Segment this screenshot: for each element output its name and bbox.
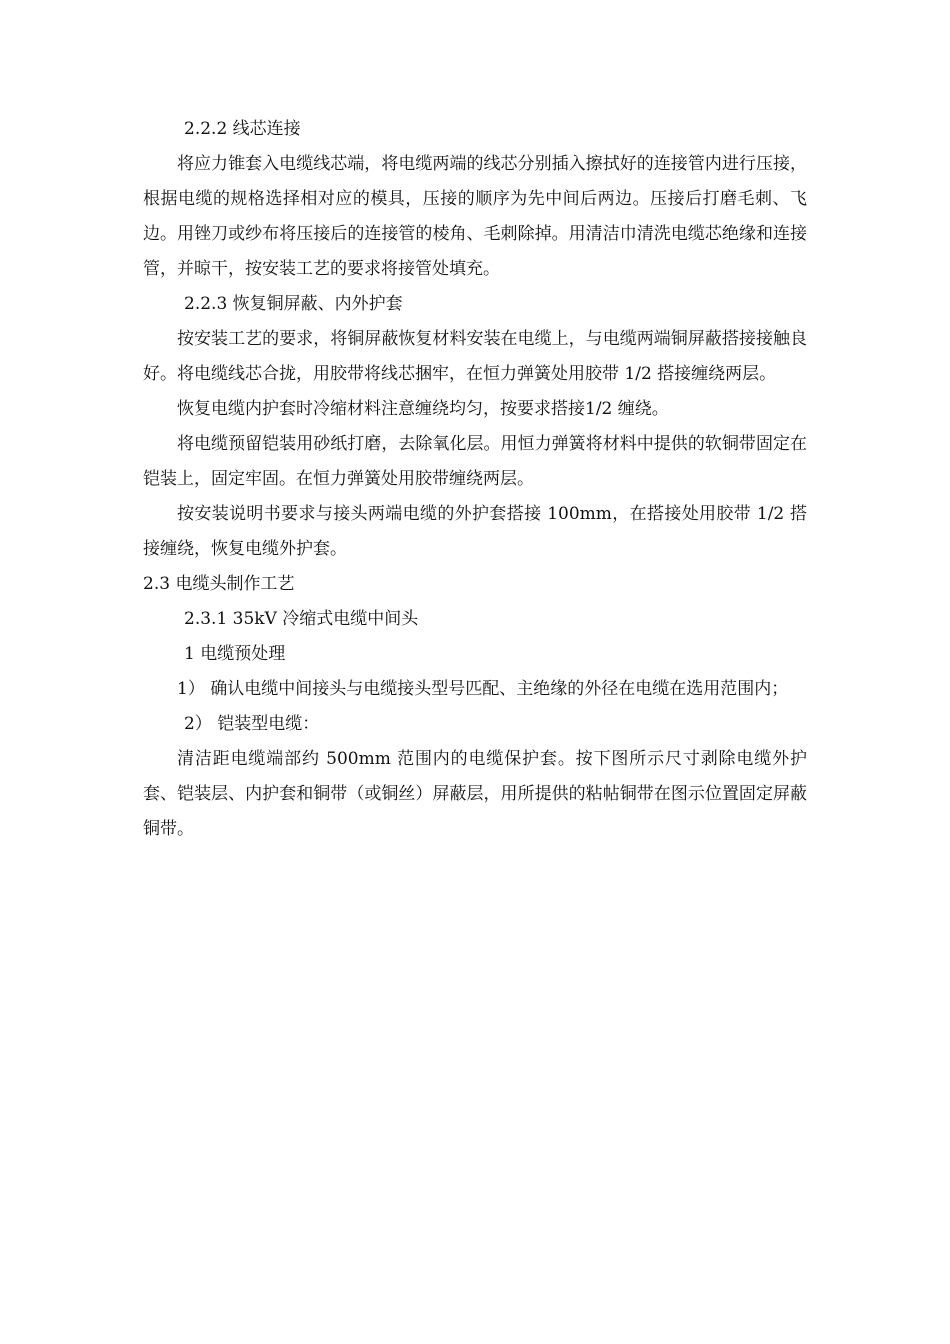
list-item-2: 2） 铠装型电缆： xyxy=(184,714,320,734)
paragraph-copper-shield: 按安装工艺的要求，将铜屏蔽恢复材料安装在电缆上，与电缆两端铜屏蔽搭接接触良好。将电缆线芯合拢，用胶带将线芯捆牢，在恒力弹簧处用胶带 1/2 搭接缠绕两层。 xyxy=(143,329,807,384)
section-heading-2-3: 2.3 电缆头制作工艺 xyxy=(143,574,295,594)
paragraph-armor: 将电缆预留铠装用砂纸打磨，去除氧化层。用恒力弹簧将材料中提供的软铜带固定在铠装上，固定牢固。在恒力弹簧处用胶带缠绕两层。 xyxy=(143,434,807,489)
section-heading-2-2-3: 2.2.3 恢复铜屏蔽、内外护套 xyxy=(184,294,403,314)
subheading-cable-pretreatment: 1 电缆预处理 xyxy=(184,644,286,664)
paragraph-conductor-connection: 将应力锥套入电缆线芯端，将电缆两端的线芯分别插入擦拭好的连接管内进行压接，根据电缆的规格选择相对应的模具，压接的顺序为先中间后两边。压接后打磨毛刺、飞边。用锉刀或纱布将压接后的连接管的棱角、毛刺除掉。用清洁巾清洗电缆芯绝缘和连接管，并晾干，按安装工艺的要求将接管处填充。 xyxy=(143,154,807,279)
paragraph-outer-sheath: 按安装说明书要求与接头两端电缆的外护套搭接 100mm，在搭接处用胶带 1/2 搭接缠绕，恢复电缆外护套。 xyxy=(143,504,807,559)
paragraph-cleaning: 清洁距电缆端部约 500mm 范围内的电缆保护套。按下图所示尺寸剥除电缆外护套、铠装层、内护套和铜带（或铜丝）屏蔽层，用所提供的粘帖铜带在图示位置固定屏蔽铜带。 xyxy=(143,749,807,839)
document-page xyxy=(143,112,807,847)
section-heading-2-3-1: 2.3.1 35kV 冷缩式电缆中间头 xyxy=(184,609,419,629)
list-item-1: 1） 确认电缆中间接头与电缆接头型号匹配、主绝缘的外径在电缆在选用范围内； xyxy=(177,679,789,699)
section-heading-2-2-2: 2.2.2 线芯连接 xyxy=(184,119,301,139)
paragraph-inner-sheath: 恢复电缆内护套时冷缩材料注意缠绕均匀，按要求搭接1/2 缠绕。 xyxy=(177,399,669,419)
